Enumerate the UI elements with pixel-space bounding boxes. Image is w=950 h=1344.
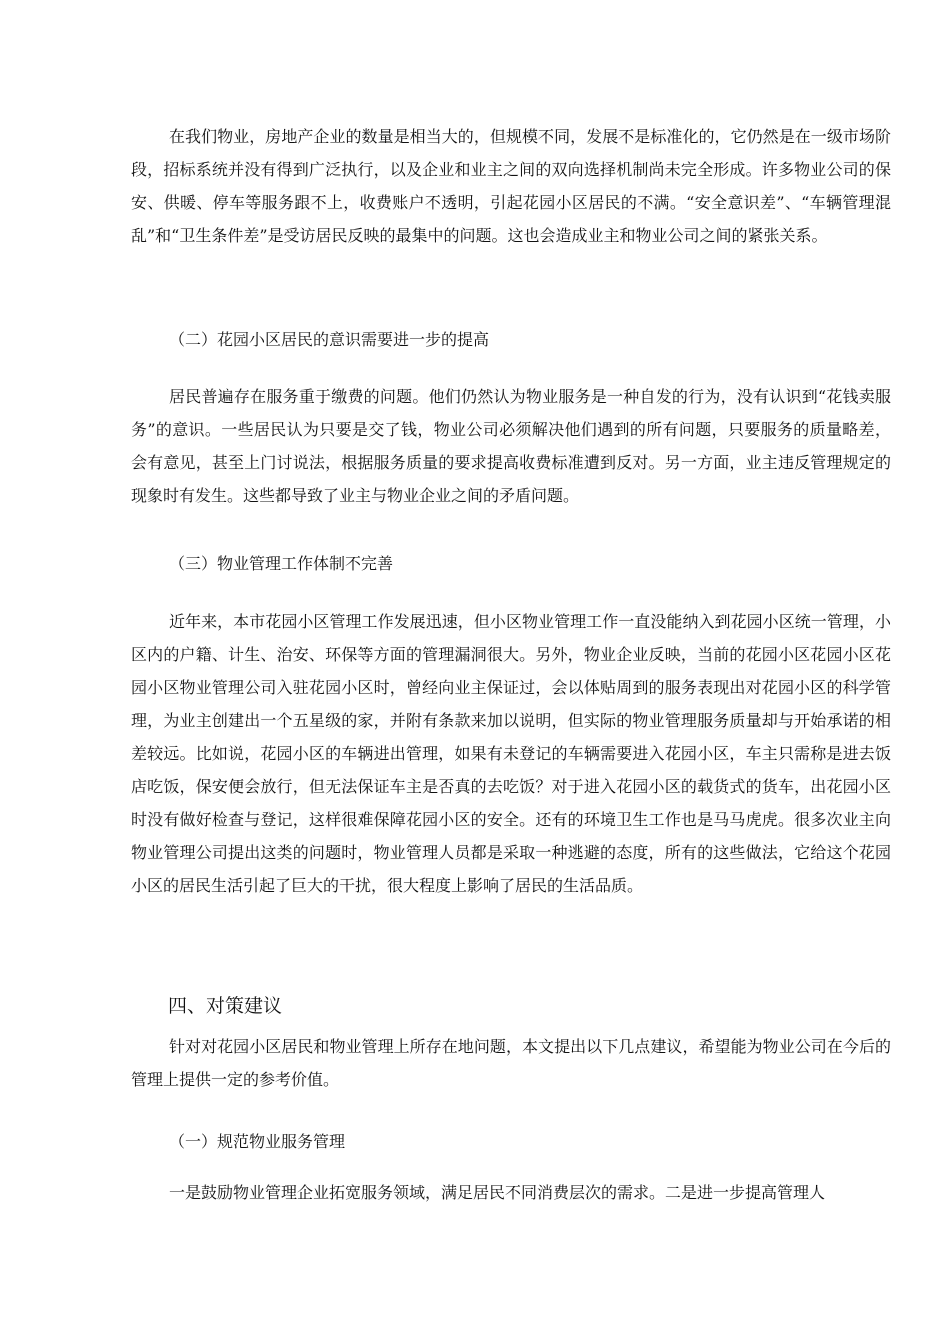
paragraph-resident-awareness: 居民普遍存在服务重于缴费的问题。他们仍然认为物业服务是一种自发的行为，没有认识到“花钱卖服务”的意识。一些居民认为只要是交了钱，物业公司必须解决他们遇到的所有问题，只要服务的质量略差，会有意见，甚至上门讨说法，根据服务质量的要求提高收费标准遭到反对。另一方面，业主违反管理规定的现象时有发生。这些都导致了业主与物业企业之间的矛盾问题。 <box>131 387 891 505</box>
subheading-standardize-service: （一）规范物业服务管理 <box>169 1132 346 1151</box>
section-heading-countermeasures: 四、对策建议 <box>168 995 283 1017</box>
subheading-management-system: （三）物业管理工作体制不完善 <box>169 554 394 573</box>
paragraph-countermeasures-intro: 针对对花园小区居民和物业管理上所存在地问题，本文提出以下几点建议，希望能为物业公司在今后的管理上提供一定的参考价值。 <box>131 1037 891 1089</box>
subheading-resident-awareness: （二）花园小区居民的意识需要进一步的提高 <box>169 330 490 349</box>
paragraph-management-system: 近年来，本市花园小区管理工作发展迅速，但小区物业管理工作一直没能纳入到花园小区统一管理，小区内的户籍、计生、治安、环保等方面的管理漏洞很大。另外，物业企业反映，当前的花园小区花园小区花园小区物业管理公司入驻花园小区时，曾经向业主保证过，会以体贴周到的服务表现出对花园小区的科学管理，为业主创建出一个五星级的家，并附有条款来加以说明，但实际的物业管理服务质量却与开始承诺的相差较远。比如说，花园小区的车辆进出管理，如果有未登记的车辆需要进入花园小区，车主只需称是进去饭店吃饭，保安便会放行，但无法保证车主是否真的去吃饭？对于进入花园小区的载货式的货车，出花园小区时没有做好检查与登记，这样很难保障花园小区的安全。还有的环境卫生工作也是马马虎虎。很多次业主向物业管理公司提出这类的问题时，物业管理人员都是采取一种逃避的态度，所有的这些做法，它给这个花园小区的居民生活引起了巨大的干扰，很大程度上影响了居民的生活品质。 <box>131 612 891 895</box>
paragraph-standardize-service: 一是鼓励物业管理企业拓宽服务领域，满足居民不同消费层次的需求。二是进一步提高管理人 <box>169 1183 826 1202</box>
paragraph-property-market: 在我们物业，房地产企业的数量是相当大的，但规模不同，发展不是标准化的，它仍然是在一级市场阶段，招标系统并没有得到广泛执行，以及企业和业主之间的双向选择机制尚未完全形成。许多物业公司的保安、供暖、停车等服务跟不上，收费账户不透明，引起花园小区居民的不满。“安全意识差”、“车辆管理混乱”和“卫生条件差”是受访居民反映的最集中的问题。这也会造成业主和物业公司之间的紧张关系。 <box>131 127 891 245</box>
